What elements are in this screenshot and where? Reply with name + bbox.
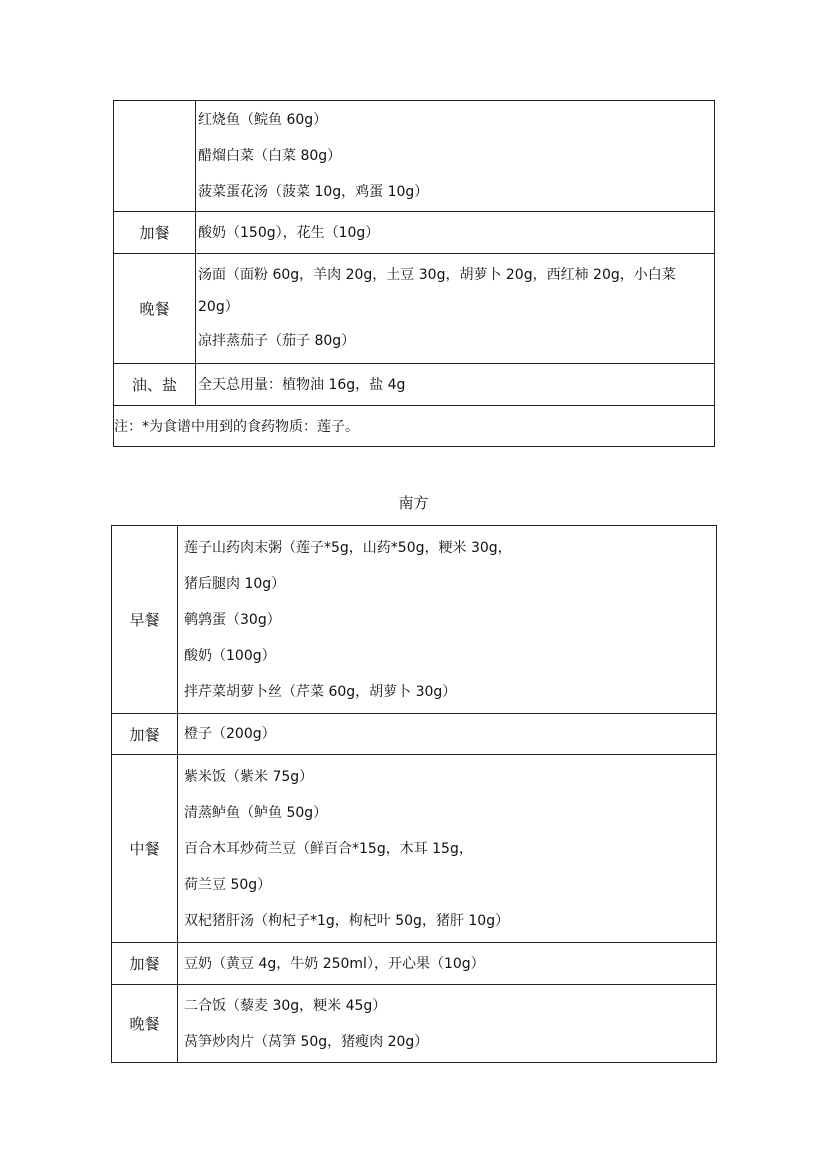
meal-label: 晚餐	[112, 985, 178, 1063]
table-row	[112, 714, 717, 755]
south-menu-table	[111, 525, 717, 1063]
dish-line: 橙子（200g）	[184, 726, 276, 742]
dish-line: 全天总用量：植物油 16g，盐 4g	[198, 376, 406, 393]
dish-line: 菠菜蛋花汤（菠菜 10g，鸡蛋 10g）	[198, 184, 429, 200]
meal-label: 加餐	[114, 212, 196, 254]
dish-line: 酸奶（100g）	[184, 647, 276, 664]
dish-line: 酸奶（150g），花生（10g）	[198, 224, 380, 241]
section-title: 南方	[398, 494, 429, 512]
table-row	[114, 406, 715, 447]
meal-content	[178, 985, 717, 1063]
dish-line: 汤面（面粉 60g，羊肉 20g，土豆 30g，胡萝卜 20g，西红柿 20g，小白菜 20g）	[198, 266, 676, 315]
meal-content	[178, 943, 717, 985]
meal-content	[196, 101, 715, 212]
table-row	[114, 212, 715, 254]
dish-line: 豆奶（黄豆 4g，牛奶 250ml），开心果（10g）	[184, 955, 485, 972]
meal-label	[114, 101, 196, 212]
table-row	[114, 254, 715, 364]
dish-line: 莲子山药肉末粥（莲子*5g，山药*50g，粳米 30g，	[184, 539, 512, 556]
dish-line: 醋熘白菜（白菜 80g）	[198, 148, 342, 164]
dish-line: 荷兰豆 50g）	[184, 876, 272, 893]
table-row	[114, 101, 715, 212]
meal-content	[178, 714, 717, 755]
dish-line: 红烧鱼（鲩鱼 60g）	[198, 112, 328, 128]
dish-line: 凉拌蒸茄子（茄子 80g）	[198, 332, 356, 349]
dish-line: 莴笋炒肉片（莴笋 50g，猪瘦肉 20g）	[184, 1033, 429, 1050]
dish-line: 清蒸鲈鱼（鲈鱼 50g）	[184, 804, 328, 821]
dish-line: 紫米饭（紫米 75g）	[184, 768, 314, 785]
meal-label: 油、盐	[114, 364, 196, 406]
meal-content	[196, 212, 715, 254]
table-row	[114, 364, 715, 406]
meal-label: 加餐	[112, 714, 178, 755]
dish-line: 二合饭（藜麦 30g，粳米 45g）	[184, 997, 387, 1014]
meal-label: 晚餐	[114, 254, 196, 364]
north-menu-table	[113, 100, 715, 447]
dish-line: 双杞猪肝汤（枸杞子*1g，枸杞叶 50g，猪肝 10g）	[184, 912, 510, 929]
meal-label: 加餐	[112, 943, 178, 985]
table-row	[112, 755, 717, 943]
meal-label: 中餐	[112, 755, 178, 943]
meal-content	[178, 755, 717, 943]
dish-line: 百合木耳炒荷兰豆（鲜百合*15g，木耳 15g，	[184, 840, 473, 857]
meal-label: 早餐	[112, 526, 178, 714]
table-row	[112, 526, 717, 714]
table-row	[112, 985, 717, 1063]
table-note: 注：*为食谱中用到的食药物质：莲子。	[114, 406, 715, 447]
table-row	[112, 943, 717, 985]
meal-content	[178, 526, 717, 714]
meal-content	[196, 364, 715, 406]
dish-line: 拌芹菜胡萝卜丝（芹菜 60g，胡萝卜 30g）	[184, 683, 457, 700]
dish-line: 猪后腿肉 10g）	[184, 575, 286, 592]
meal-content	[196, 254, 715, 364]
dish-line: 鹌鹑蛋（30g）	[184, 611, 281, 628]
